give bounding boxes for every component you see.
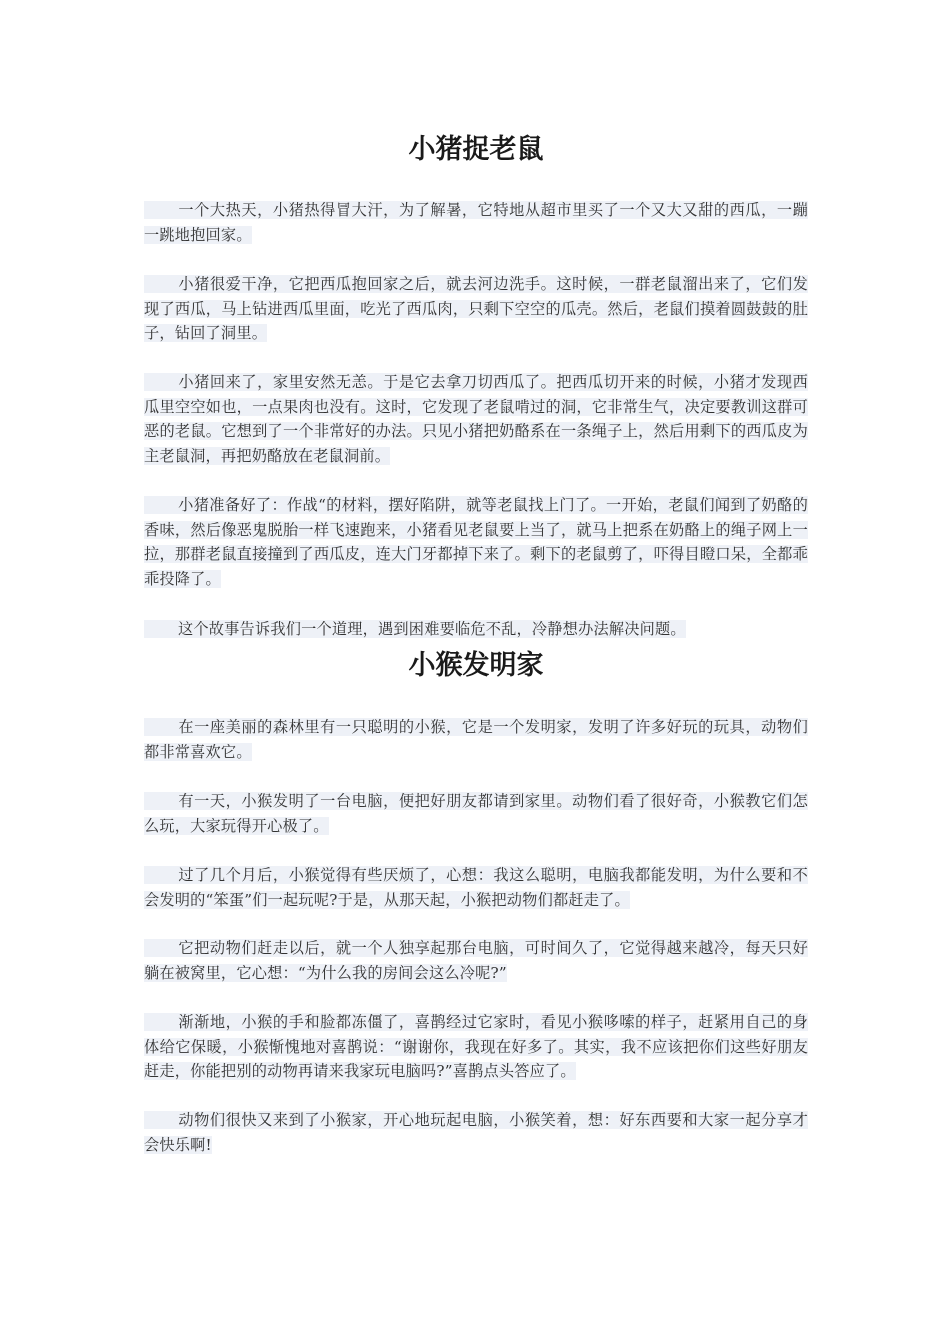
story-1-paragraph-2: 小猪很爱干净，它把西瓜抱回家之后，就去河边洗手。这时候，一群老鼠溜出来了，它们发现了西瓜，马上钻进西瓜里面，吃光了西瓜肉，只剩下空空的瓜壳。然后，老鼠们摸着圆鼓鼓的肚子，钻回了洞里。 bbox=[144, 275, 808, 342]
story-2-paragraph-1: 在一座美丽的森林里有一只聪明的小猴，它是一个发明家，发明了许多好玩的玩具，动物们都非常喜欢它。 bbox=[144, 718, 808, 761]
story-2-paragraph-4: 它把动物们赶走以后，就一个人独享起那台电脑，可时间久了，它觉得越来越冷，每天只好躺在被窝里，它心想：“为什么我的房间会这么冷呢?” bbox=[144, 939, 808, 982]
story-1-title: 小猪捉老鼠 bbox=[408, 134, 544, 165]
story-2-title: 小猴发明家 bbox=[408, 650, 544, 681]
story-1-paragraph-1: 一个大热天，小猪热得冒大汗，为了解暑，它特地从超市里买了一个又大又甜的西瓜，一蹦一跳地抱回家。 bbox=[144, 201, 808, 244]
story-2-paragraph-6: 动物们很快又来到了小猴家，开心地玩起电脑，小猴笑着，想：好东西要和大家一起分享才会快乐啊! bbox=[144, 1111, 808, 1154]
story-2-paragraph-5: 渐渐地，小猴的手和脸都冻僵了，喜鹊经过它家时，看见小猴哆嗦的样子，赶紧用自己的身体给它保暖，小猴惭愧地对喜鹊说：“谢谢你，我现在好多了。其实，我不应该把你们这些好朋友赶走，你能把别的动物再请来我家玩电脑吗?”喜鹊点头答应了。 bbox=[144, 1013, 808, 1080]
story-1-paragraph-5: 这个故事告诉我们一个道理，遇到困难要临危不乱，冷静想办法解决问题。 bbox=[144, 617, 808, 642]
story-1-paragraph-4: 小猪准备好了：作战“的材料，摆好陷阱，就等老鼠找上门了。一开始，老鼠们闻到了奶酪的香味，然后像恶鬼脱胎一样飞速跑来，小猪看见老鼠要上当了，就马上把系在奶酪上的绳子网上一拉，那群老鼠直接撞到了西瓜皮，连大门牙都掉下来了。剩下的老鼠剪了，吓得目瞪口呆，全都乖乖投降了。 bbox=[144, 496, 808, 588]
story-2-paragraph-3: 过了几个月后，小猴觉得有些厌烦了，心想：我这么聪明，电脑我都能发明，为什么要和不会发明的“笨蛋”们一起玩呢?于是，从那天起，小猴把动物们都赶走了。 bbox=[144, 866, 808, 909]
story-2-paragraph-2: 有一天，小猴发明了一台电脑，便把好朋友都请到家里。动物们看了很好奇，小猴教它们怎么玩，大家玩得开心极了。 bbox=[144, 792, 808, 835]
story-1-paragraph-3: 小猪回来了，家里安然无恙。于是它去拿刀切西瓜了。把西瓜切开来的时候，小猪才发现西瓜里空空如也，一点果肉也没有。这时，它发现了老鼠啃过的洞，它非常生气，决定要教训这群可恶的老鼠。它想到了一个非常好的办法。只见小猪把奶酪系在一条绳子上，然后用剩下的西瓜皮为主老鼠洞，再把奶酪放在老鼠洞前。 bbox=[144, 373, 808, 465]
